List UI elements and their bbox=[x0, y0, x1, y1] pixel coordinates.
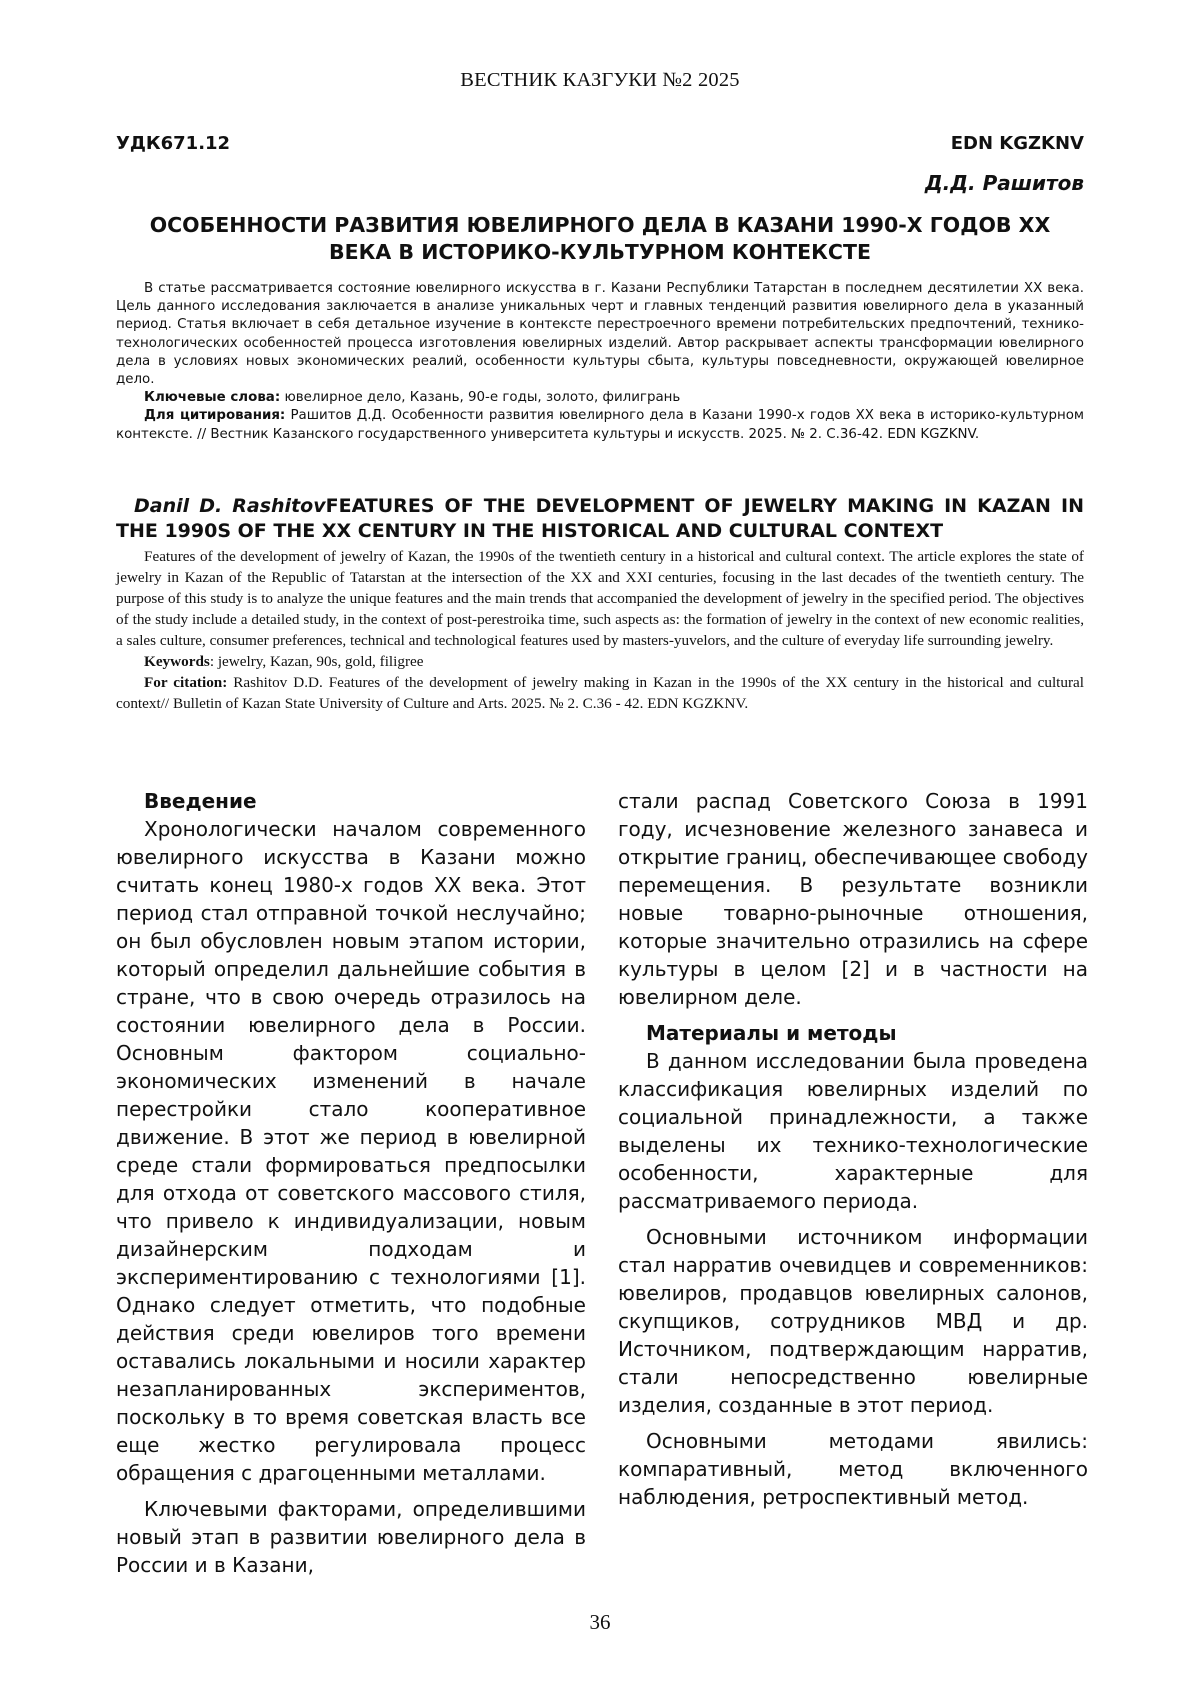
intro-paragraph-2: Ключевыми факторами, определившими новый этап в развитии ювелирного дела в России и в Казани, bbox=[116, 1497, 586, 1577]
keywords-en-label: Keywords bbox=[144, 653, 210, 670]
citation-en-label: For citation: bbox=[144, 674, 228, 691]
citation-ru-value: Рашитов Д.Д. Особенности развития ювелирного дела в Казани 1990-х годов XX века в историко-культурном контексте. // Вестник Казанского государственного университета культуры и искусств. 2025. № 2. С.36-42. EDN KGZKNV. bbox=[116, 408, 1085, 442]
citation-en bbox=[116, 672, 1084, 714]
methods-paragraph-2: Основными источником информации стал нарратив очевидцев и современников: ювелиров, продавцов ювелирных салонов, скупщиков, сотрудников МВД и др. Источником, подтверждающим нарратив, стали непосредственно ювелирные изделия, созданные в этот период. bbox=[618, 1225, 1088, 1417]
intro-paragraph-2-continued: стали распад Советского Союза в 1991 году, исчезновение железного занавеса и открытие границ, обеспечивающее свободу перемещения. В результате возникли новые товарно-рыночные отношения, которые значительно отразились на сфере культуры в целом [2] и в частности на ювелирном деле. bbox=[618, 789, 1088, 1009]
udk-code: УДК671.12 bbox=[116, 133, 231, 154]
intro-paragraph-1: Хронологически началом современного ювелирного искусства в Казани можно считать конец 1980-х годов XX века. Этот период стал отправной точкой неслучайно; он был обусловлен новым этапом истории, который определил дальнейшие события в стране, что в свою очередь отразилось на состоянии ювелирного дела в России. Основным фактором социально-экономических изменений в начале перестройки стало кооперативное движение. В этот же период в ювелирной среде стали формироваться предпосылки для отхода от советского массового стиля, что привело к индивидуализации, новым дизайнерским подходам и экспериментированию с технологиями [1]. Однако следует отметить, что подобные действия среди ювелиров того времени оставались локальными и носили характер незапланированных экспериментов, поскольку в то время советская власть все еще жестко регулировала процесс обращения с драгоценными металлами. bbox=[116, 817, 586, 1485]
body-column-left bbox=[116, 787, 586, 1587]
citation-ru bbox=[116, 407, 1084, 443]
title-en-text: FEATURES OF THE DEVELOPMENT OF JEWELRY MAKING IN KAZAN IN THE 1990S OF THE XX CENTURY IN THE HISTORICAL AND CULTURAL CONTEXT bbox=[116, 495, 1085, 542]
article-title-en bbox=[116, 494, 1084, 544]
intro-heading: Введение bbox=[144, 789, 257, 813]
abstract-ru-text: В статье рассматривается состояние ювелирного искусства в г. Казани Республики Татарстан в последнем десятилетии XX века. Цель данного исследования заключается в анализе уникальных черт и главных тенденций развития ювелирного дела в указанный период. Статья включает в себя детальное изучение в контексте перестроечного времени потребительских предпочтений, технико-технологических особенностей процесса изготовления ювелирных изделий. Автор раскрывает аспекты трансформации ювелирного дела в условиях новых экономических реалий, особенности культуры сбыта, культуры повседневности, окружающей ювелирное дело. bbox=[116, 281, 1084, 388]
keywords-en-value: : jewelry, Kazan, 90s, gold, filigree bbox=[209, 653, 424, 670]
abstract-ru bbox=[116, 280, 1084, 444]
methods-heading: Материалы и методы bbox=[646, 1021, 897, 1045]
edn-code: EDN KGZKNV bbox=[950, 133, 1084, 154]
journal-header: ВЕСТНИК КАЗГУКИ №2 2025 bbox=[460, 69, 740, 91]
methods-paragraph-3: Основными методами явились: компаративный, метод включенного наблюдения, ретроспективный метод. bbox=[618, 1429, 1088, 1509]
body-column-right bbox=[618, 787, 1088, 1519]
page-number: 36 bbox=[589, 1610, 611, 1634]
author-name: Д.Д. Рашитов bbox=[924, 171, 1084, 195]
keywords-ru bbox=[116, 389, 1084, 407]
methods-paragraph-1: В данном исследовании была проведена классификация ювелирных изделий по социальной принадлежности, а также выделены их технико-технологические особенности, характерные для рассматриваемого периода. bbox=[618, 1049, 1088, 1213]
author-en: Danil D. Rashitov bbox=[134, 495, 326, 517]
body-columns bbox=[116, 787, 1088, 1587]
abstract-en bbox=[116, 546, 1084, 714]
keywords-ru-value: ювелирное дело, Казань, 90-е годы, золото, филигрань bbox=[280, 390, 681, 406]
keywords-en bbox=[116, 651, 1084, 672]
citation-en-value: Rashitov D.D. Features of the development of jewelry making in Kazan in the 1990s of the XX century in the historical and cultural context// Bulletin of Kazan State University of Culture and Arts. 2025. № 2. С.36 - 42. EDN KGZKNV. bbox=[116, 674, 1084, 712]
citation-ru-label: Для цитирования: bbox=[144, 408, 286, 424]
keywords-ru-label: Ключевые слова: bbox=[144, 390, 281, 406]
article-title-ru: ОСОБЕННОСТИ РАЗВИТИЯ ЮВЕЛИРНОГО ДЕЛА В КАЗАНИ 1990-Х ГОДОВ XX ВЕКА В ИСТОРИКО-КУЛЬТУРНОМ КОНТЕКСТЕ bbox=[149, 213, 1051, 264]
abstract-en-text: Features of the development of jewelry of Kazan, the 1990s of the twentieth century in a historical and cultural context. The article explores the state of jewelry in Kazan of the Republic of Tatarstan at the intersection of the XX and XXI centuries, focusing in the last decades of the twentieth century. The purpose of this study is to analyze the unique features and the main trends that accompanied the development of jewelry in the specified period. The objectives of the study include a detailed study, in the context of post-perestroika time, such aspects as: the formation of jewelry in the context of new economic realities, a sales culture, consumer preferences, technical and technological features used by masters-yuvelors, and the culture of everyday life surrounding jewelry. bbox=[116, 548, 1084, 649]
